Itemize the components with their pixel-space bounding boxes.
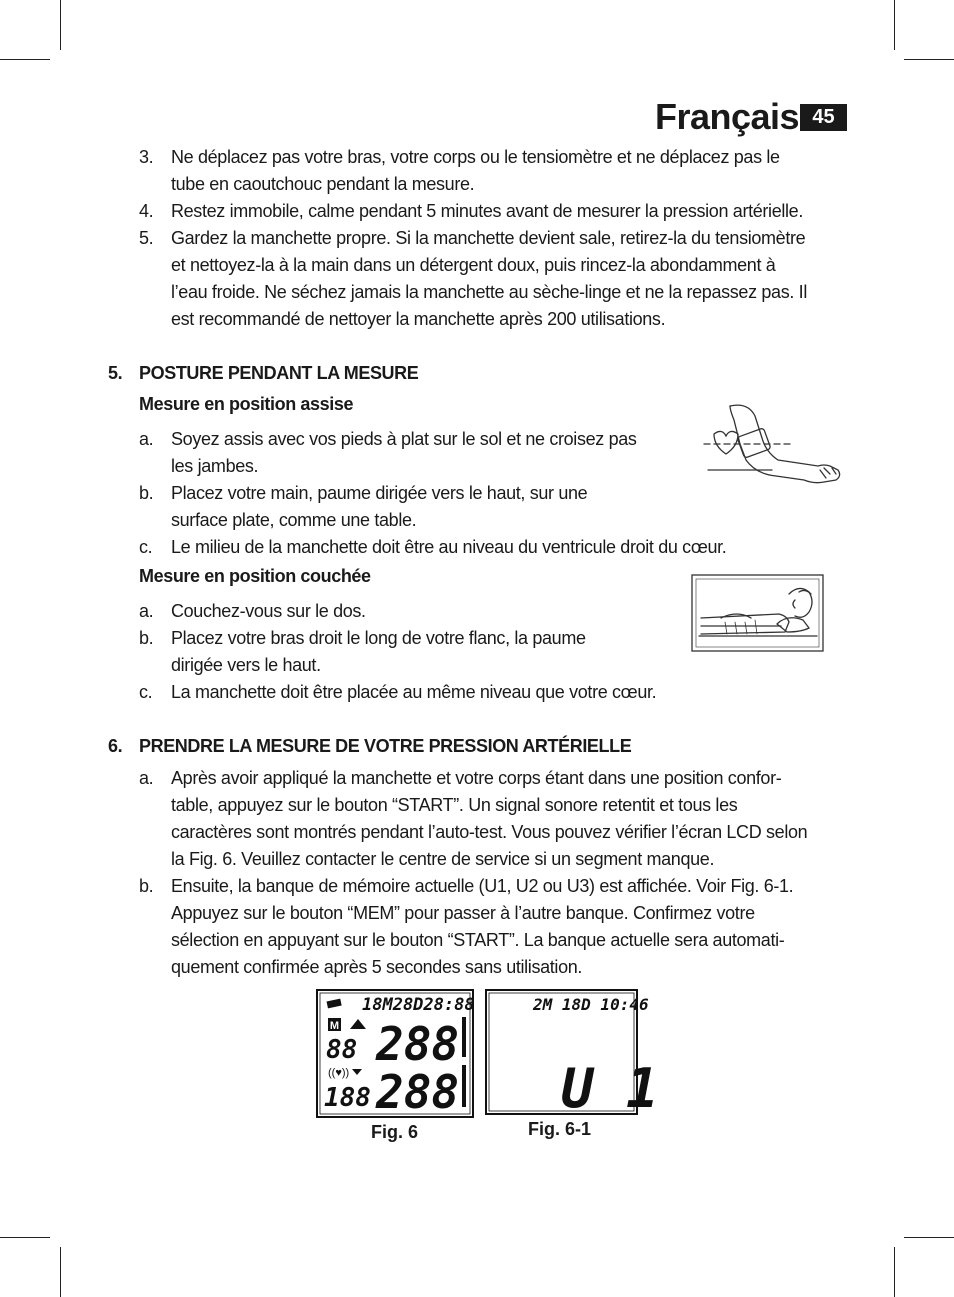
item-line: dirigée vers le haut. <box>171 655 321 675</box>
item-line: tube en caoutchouc pendant la mesure. <box>171 174 475 194</box>
sitting-arm-illustration <box>700 398 845 493</box>
crop-mark <box>0 1237 50 1238</box>
section-number: 6. <box>108 736 123 756</box>
item-line: Ensuite, la banque de mémoire actuelle (U1, U2 ou U3) est affichée. Voir Fig. 6-1. <box>171 876 794 896</box>
item-line: la Fig. 6. Veuillez contacter le centre de service si un segment manque. <box>171 849 715 869</box>
section-title: POSTURE PENDANT LA MESURE <box>139 363 419 383</box>
section-number: 5. <box>108 363 123 383</box>
item-line: surface plate, comme une table. <box>171 510 417 530</box>
subheading-lying: Mesure en position couchée <box>139 566 371 586</box>
item-line: table, appuyez sur le bouton “START”. Un signal sonore retentit et tous les <box>171 795 738 815</box>
lying-position-illustration <box>691 574 824 652</box>
lcd-left-top: 88 <box>326 1035 358 1065</box>
item-number: b. <box>139 876 154 896</box>
item-line: sélection en appuyant sur le bouton “START”. La banque actuelle sera automati- <box>171 930 785 950</box>
section-title: PRENDRE LA MESURE DE VOTRE PRESSION ARTÉRIELLE <box>139 736 632 756</box>
item-line: Le milieu de la manchette doit être au niveau du ventricule droit du cœur. <box>171 537 727 557</box>
crop-mark <box>60 1247 61 1297</box>
item-line: est recommandé de nettoyer la manchette après 200 utilisations. <box>171 309 666 329</box>
crop-mark <box>60 0 61 50</box>
lcd-memory-bank-figure <box>485 989 659 1120</box>
crop-mark <box>894 0 895 50</box>
item-line: l’eau froide. Ne séchez jamais la manchette au sèche-linge et ne la repassez pas. Il <box>171 282 807 302</box>
lcd-date-time: 2M 18D 10:46 <box>533 995 649 1014</box>
item-number: 4. <box>139 201 154 221</box>
figure-caption: Fig. 6-1 <box>528 1119 592 1139</box>
item-line: Placez votre bras droit le long de votre flanc, la paume <box>171 628 586 648</box>
lcd-left-bottom: 188 <box>324 1083 371 1113</box>
item-number: 5. <box>139 228 154 248</box>
item-number: a. <box>139 429 154 449</box>
item-number: b. <box>139 628 154 648</box>
item-line: Appuyez sur le bouton “MEM” pour passer à l’autre banque. Confirmez votre <box>171 903 755 923</box>
section-heading <box>108 733 632 760</box>
item-number: a. <box>139 601 154 621</box>
item-line: Restez immobile, calme pendant 5 minutes avant de mesurer la pression artérielle. <box>171 201 803 221</box>
item-number: c. <box>139 682 153 702</box>
item-line: Soyez assis avec vos pieds à plat sur le sol et ne croisez pas <box>171 429 637 449</box>
item-line: Après avoir appliqué la manchette et votre corps étant dans une position confor- <box>171 768 782 788</box>
section-heading <box>108 360 419 387</box>
crop-mark <box>904 59 954 60</box>
memory-badge: M <box>329 1020 340 1032</box>
item-line: Gardez la manchette propre. Si la manchette devient sale, retirez-la du tensiomètre <box>171 228 806 248</box>
page-language-title: Français <box>655 96 800 137</box>
item-line: les jambes. <box>171 456 259 476</box>
page-number: 45 <box>800 104 847 131</box>
item-line: et nettoyez-la à la main dans un détergent doux, puis rincez-la abondamment à <box>171 255 776 275</box>
figure-caption: Fig. 6 <box>371 1122 419 1142</box>
item-line: Ne déplacez pas votre bras, votre corps ou le tensiomètre et ne déplacez pas le <box>171 147 780 167</box>
item-line: Placez votre main, paume dirigée vers le haut, sur une <box>171 483 588 503</box>
heart-icon: ((♥)) <box>328 1067 350 1079</box>
item-line: Couchez-vous sur le dos. <box>171 601 366 621</box>
item-line: La manchette doit être placée au même niveau que votre cœur. <box>171 682 657 702</box>
item-number: 3. <box>139 147 154 167</box>
crop-mark <box>894 1247 895 1297</box>
item-number: c. <box>139 537 153 557</box>
lcd-full-display-figure <box>316 989 474 1118</box>
lcd-diastolic: 288 <box>376 1065 460 1119</box>
item-line: caractères sont montrés pendant l’auto-test. Vous pouvez vérifier l’écran LCD selon <box>171 822 808 842</box>
lcd-memory-bank: U 1 <box>561 1057 659 1120</box>
subheading-sitting: Mesure en position assise <box>139 394 354 414</box>
lcd-top-row: 18M28D28:88 <box>362 995 475 1015</box>
item-line: quement confirmée après 5 secondes sans utilisation. <box>171 957 583 977</box>
crop-mark <box>904 1237 954 1238</box>
crop-mark <box>0 59 50 60</box>
item-number: a. <box>139 768 154 788</box>
item-number: b. <box>139 483 154 503</box>
lcd-systolic: 288 <box>376 1017 460 1071</box>
